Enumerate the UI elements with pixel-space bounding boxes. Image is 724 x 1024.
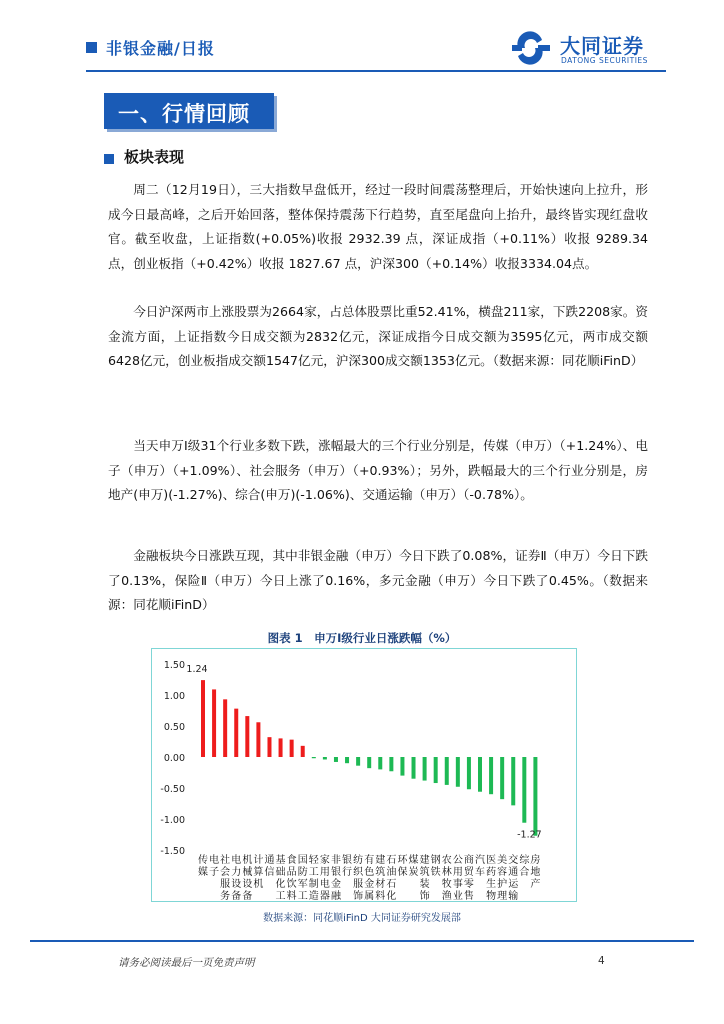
- data-label-min: -1.27: [517, 829, 542, 841]
- x-category-label: 售: [463, 891, 474, 902]
- logo-english-name: DATONG SECURITIES: [561, 56, 648, 65]
- x-category-label: 房: [530, 855, 541, 866]
- x-category-label: 煤: [408, 855, 419, 866]
- x-category-label: 地: [530, 867, 541, 878]
- x-category-label: 子: [209, 867, 220, 878]
- x-category-label: 料: [286, 891, 297, 902]
- figure-source: 数据来源：同花顺iFinD 大同证券研究发展部: [263, 913, 461, 924]
- page-number: 4: [598, 955, 605, 967]
- x-category-label: 汽: [475, 855, 485, 866]
- x-category-label: 融: [330, 891, 341, 902]
- x-category-label: 药: [486, 867, 497, 878]
- x-category-label: 设: [231, 879, 242, 890]
- bar: [345, 757, 349, 763]
- bar: [511, 757, 515, 805]
- x-category-label: 石: [386, 855, 397, 866]
- x-category-label: 物: [486, 891, 497, 902]
- bar: [356, 757, 360, 766]
- bar: [434, 757, 438, 783]
- x-category-label: 理: [497, 891, 508, 902]
- x-category-label: 林: [441, 867, 452, 878]
- x-category-label: 石: [386, 879, 397, 890]
- x-category-label: 装: [419, 879, 430, 890]
- y-tick-label: -0.50: [160, 784, 185, 795]
- x-category-label: 算: [253, 867, 264, 878]
- x-category-label: 护: [497, 879, 508, 890]
- x-category-label: 媒: [198, 867, 208, 878]
- bar: [478, 757, 482, 792]
- bar: [378, 757, 382, 769]
- x-category-label: 运: [508, 879, 519, 890]
- y-tick-label: 1.00: [163, 691, 185, 702]
- bar: [533, 757, 537, 836]
- x-category-label: 工: [275, 891, 286, 902]
- x-category-label: 防: [297, 867, 308, 878]
- x-category-label: 计: [253, 855, 264, 866]
- paragraph-financial-sector: 金融板块今日涨跌互现，其中非银金融（申万）今日下跌了0.08%，证券Ⅱ（申万）今日下跌了0.13%，保险Ⅱ（申万）今日上涨了0.16%，多元金融（申万）今日下跌了0.45%。（数据来源：同花顺iFinD）: [108, 548, 648, 612]
- x-category-label: 综: [519, 855, 530, 866]
- y-tick-label: 0.50: [163, 722, 185, 733]
- x-category-label: 军: [297, 879, 308, 890]
- x-category-label: 交: [508, 855, 519, 866]
- paragraph-industry-performance: 当天申万Ⅰ级31个行业多数下跌，涨幅最大的三个行业分别是，传媒（申万）（+1.24%）、电子（申万）（+1.09%）、社会服务（申万）（+0.93%）；另外，跌幅最大的三个行业分别是，房地产(申万)(-1.27%)、综合(申万)(-1.06%)、交通运输（申万）（-0.78%）。: [108, 438, 648, 502]
- bar: [467, 757, 471, 789]
- header-divider: [86, 70, 666, 72]
- section-title: 一、行情回顾: [118, 102, 250, 126]
- x-category-label: 械: [242, 867, 253, 878]
- x-category-label: 备: [242, 891, 253, 902]
- x-category-label: 器: [319, 891, 330, 902]
- x-category-label: 铁: [430, 867, 441, 878]
- x-category-label: 设: [242, 879, 253, 890]
- x-category-label: 饮: [286, 879, 297, 890]
- x-category-label: 建: [419, 855, 430, 866]
- x-category-label: 基: [275, 855, 286, 866]
- bar: [456, 757, 460, 787]
- bar: [489, 757, 493, 794]
- x-category-label: 银: [342, 855, 353, 866]
- bar: [334, 757, 338, 762]
- subsection-square-icon: [104, 154, 114, 164]
- x-category-label: 油: [386, 867, 397, 878]
- x-category-label: 工: [297, 891, 308, 902]
- bar: [500, 757, 504, 799]
- logo-chinese-name: 大同证券: [560, 34, 644, 58]
- x-category-label: 色: [364, 867, 375, 878]
- x-category-label: 服: [353, 879, 364, 890]
- x-category-label: 用: [319, 867, 330, 878]
- bar: [256, 722, 260, 757]
- subsection-title: 板块表现: [124, 148, 185, 166]
- bar: [367, 757, 371, 768]
- x-category-label: 业: [452, 891, 463, 902]
- x-category-label: 服: [220, 879, 231, 890]
- paragraph-market-summary: 周二（12月19日），三大指数早盘低开，经过一段时间震荡整理后，开始快速向上拉升，形成今日最高峰，之后开始回落，整体保持震荡下行趋势，直至尾盘向上抬升，最终皆实现红盘收官。截至收盘，上证指数(+0.05%)收报 2932.39 点，深证成指（+0.11%）收报 9289.34 点，创业板指（+0.42%）收报 1827.67 点，沪深300（+0.14%）收报3334.04点。: [108, 182, 648, 271]
- bar: [212, 689, 216, 757]
- bar: [290, 740, 294, 757]
- bar: [400, 757, 404, 776]
- bar: [323, 757, 327, 759]
- x-category-label: 化: [275, 879, 286, 890]
- x-category-label: 容: [497, 867, 508, 878]
- x-category-label: 商: [463, 855, 474, 866]
- x-category-label: 会: [220, 867, 231, 878]
- x-category-label: 食: [286, 855, 297, 866]
- x-category-label: 渔: [441, 891, 452, 902]
- x-category-label: 有: [364, 855, 375, 866]
- x-category-label: 机: [242, 855, 253, 866]
- bar: [445, 757, 449, 785]
- x-category-label: 牧: [441, 879, 452, 890]
- x-category-label: 金: [330, 879, 341, 890]
- x-category-label: 备: [231, 891, 242, 902]
- x-category-label: 筑: [419, 867, 430, 878]
- x-category-label: 材: [375, 879, 386, 890]
- x-category-label: 属: [364, 891, 375, 902]
- x-category-label: 料: [375, 891, 386, 902]
- x-category-label: 力: [231, 867, 242, 878]
- x-category-label: 筑: [375, 867, 386, 878]
- bar: [423, 757, 427, 781]
- industry-change-bar-chart: [151, 648, 577, 902]
- x-category-label: 用: [452, 867, 463, 878]
- data-label-max: 1.24: [186, 664, 208, 676]
- x-category-label: 造: [308, 891, 319, 902]
- x-category-label: 家: [319, 855, 330, 866]
- x-category-label: 医: [486, 855, 497, 866]
- bar: [223, 699, 227, 757]
- x-category-label: 织: [353, 867, 364, 878]
- bar: [201, 680, 205, 757]
- x-category-label: 生: [486, 879, 497, 890]
- x-category-label: 产: [530, 879, 541, 890]
- x-category-label: 饰: [419, 891, 430, 902]
- x-category-label: 机: [253, 879, 264, 890]
- x-category-label: 银: [330, 867, 341, 878]
- x-category-label: 信: [264, 867, 275, 878]
- x-category-label: 输: [508, 891, 519, 902]
- x-category-label: 通: [264, 855, 275, 866]
- x-category-label: 电: [231, 855, 242, 866]
- y-tick-label: 0.00: [163, 753, 185, 764]
- footer-divider: [30, 940, 694, 942]
- y-tick-label: 1.50: [163, 660, 185, 671]
- x-category-label: 传: [198, 855, 208, 866]
- bar: [234, 709, 238, 757]
- x-category-label: 电: [209, 855, 220, 866]
- x-category-label: 建: [375, 855, 386, 866]
- figure-title: 图表 1 申万Ⅰ级行业日涨跌幅（%）: [267, 631, 457, 645]
- bar: [412, 757, 416, 779]
- x-category-label: 工: [308, 867, 319, 878]
- bar: [301, 746, 305, 757]
- header-title: 非银金融/日报: [106, 39, 215, 58]
- x-category-label: 环: [397, 855, 408, 866]
- x-category-label: 零: [463, 879, 474, 890]
- x-category-label: 纺: [353, 855, 364, 866]
- x-category-label: 农: [441, 855, 452, 866]
- x-category-label: 公: [452, 855, 463, 866]
- y-tick-label: -1.00: [160, 815, 185, 826]
- x-category-label: 金: [364, 879, 375, 890]
- x-category-label: 行: [342, 867, 353, 878]
- bar: [389, 757, 393, 771]
- x-category-label: 车: [475, 867, 485, 878]
- bar: [279, 738, 283, 757]
- x-category-label: 础: [275, 867, 286, 878]
- x-category-label: 社: [220, 855, 231, 866]
- x-category-label: 品: [286, 867, 297, 878]
- x-category-label: 炭: [408, 867, 419, 878]
- x-category-label: 饰: [353, 891, 364, 902]
- paragraph-trading-volume: 今日沪深两市上涨股票为2664家，占总体股票比重52.41%，横盘211家，下跌2208家。资金流方面，上证指数今日成交额为2832亿元，深证成指今日成交额为3595亿元，两市成交额6428亿元，创业板指成交额1547亿元，沪深300成交额1353亿元。（数据来源：同花顺iFinD）: [108, 304, 648, 368]
- bar: [312, 757, 316, 758]
- x-category-label: 钢: [430, 855, 441, 866]
- bar: [522, 757, 526, 823]
- x-category-label: 化: [386, 891, 397, 902]
- x-category-label: 合: [519, 867, 530, 878]
- header-square-icon: [86, 42, 97, 53]
- x-category-label: 制: [308, 879, 319, 890]
- x-category-label: 贸: [463, 867, 474, 878]
- y-tick-label: -1.50: [160, 846, 185, 857]
- x-category-label: 通: [508, 867, 519, 878]
- footer-disclaimer: 请务必阅读最后一页免责声明: [118, 957, 255, 969]
- x-category-label: 务: [220, 891, 231, 902]
- x-category-label: 轻: [308, 855, 319, 866]
- x-category-label: 非: [330, 855, 341, 866]
- x-category-label: 电: [319, 879, 330, 890]
- x-category-label: 国: [297, 855, 308, 866]
- x-category-label: 事: [452, 879, 463, 890]
- bar: [267, 737, 271, 757]
- x-category-label: 保: [397, 867, 408, 878]
- bar: [245, 716, 249, 757]
- x-category-label: 美: [497, 855, 508, 866]
